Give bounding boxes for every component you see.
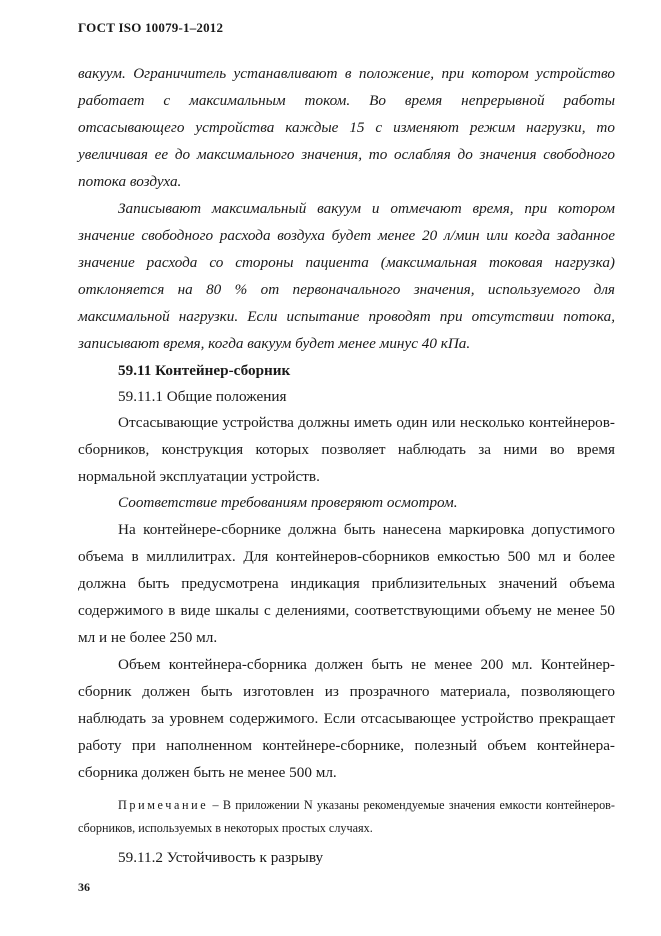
section-title: 59.11 Контейнер-сборник [118,362,291,379]
paragraph-containers [78,409,615,490]
paragraph-text: На контейнере-сборнике должна быть нанесена маркировка допустимого объема в миллилитрах. Для контейнеров-сборников емкостью 500 мл и более должна быть предусмотрена индикация приблизительных значений объема содержимого в виде шкалы с делениями, соответствующими объему не менее 50 мл и не более 250 мл. [78,521,615,646]
subsection-title: 59.11.1 Общие положения [118,388,287,405]
note-paragraph [78,794,615,840]
subsection-title: 59.11.2 Устойчивость к разрыву [118,849,324,866]
subsection-heading-rupture [78,844,615,871]
paragraph-volume [78,651,615,786]
note-block [78,794,615,840]
paragraph-record-vacuum [78,195,615,357]
paragraph-text: Объем контейнера-сборника должен быть не менее 200 мл. Контейнер-сборник должен быть изготовлен из прозрачного материала, позволяющего наблюдать за уровнем содержимого. Если отсасывающее устройство прекращает работу при наполненном контейнере-сборнике, полезный объем контейнера-сборника должен быть не менее 500 мл. [78,656,615,781]
paragraph-compliance [78,489,615,516]
note-text: – В приложении N указаны рекомендуемые значения емкости контейнеров-сборников, используемых в некоторых простых случаях. [78,798,615,835]
section-heading [78,357,615,384]
subsection-heading-general [78,383,615,410]
paragraph-marking [78,516,615,651]
paragraph-text: Отсасывающие устройства должны иметь один или несколько контейнеров-сборников, конструкция которых позволяет наблюдать за ними во время нормальной эксплуатации устройств. [78,414,615,485]
page-number: 36 [78,880,90,894]
note-label: Примечание [118,798,209,812]
paragraph-text: Соответствие требованиям проверяют осмотром. [118,494,458,511]
paragraph-text: вакуум. Ограничитель устанавливают в положение, при котором устройство работает с максимальным током. Во время непрерывной работы отсасывающего устройства каждые 15 с изменяют режим нагрузки, то увеличивая ее до максимального значения, то ослабляя до значения свободного потока воздуха. [78,65,615,190]
paragraph-text: Записывают максимальный вакуум и отмечают время, при котором значение свободного расхода воздуха будет менее 20 л/мин или когда заданное значение расхода со стороны пациента (максимальная токовая нагрузка) отклоняется на 80 % от первоначального значения, используемого для максимальной нагрузки. Если испытание проводят при отсутствии потока, записывают время, когда вакуум будет менее минус 40 кПа. [78,200,615,352]
document-header: ГОСТ ISO 10079-1–2012 [78,20,224,35]
paragraph-vacuum-limiter [78,60,615,195]
